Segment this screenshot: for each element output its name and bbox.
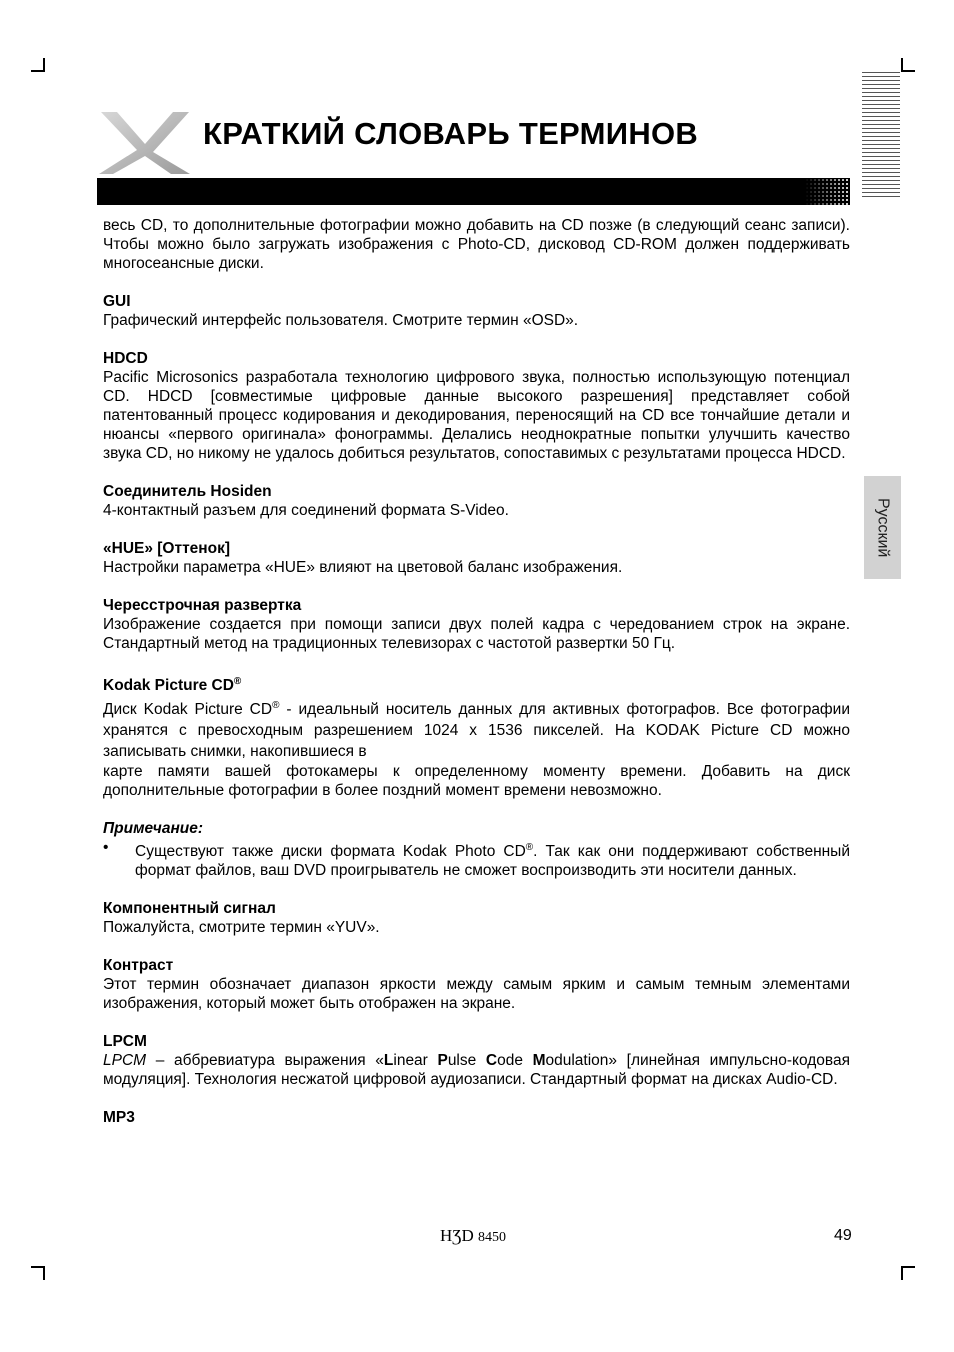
term-mp3: MP3: [103, 1109, 135, 1127]
term-lpcm: LPCM: [103, 1033, 147, 1051]
header-band-halftone: [805, 178, 850, 205]
definition-interlace: Изображение создается при помощи записи двух полей кадра с чередованием строк на экране. Стандартный метод на традиционных телевизорах с частотой развертки 50 Гц.: [103, 616, 850, 652]
note-bullet-item: [103, 838, 850, 880]
crop-mark-bottom-right: [901, 1266, 903, 1280]
crop-mark-bottom-left: [43, 1266, 45, 1280]
definition-kodak: Диск Kodak Picture CD® - идеальный носитель данных для активных фотографов. Все фотографии хранятся с превосходным разрешением 1024 x 1536 пикселей. На KODAK Picture CD можно записывать снимки, накопившиеся в: [103, 700, 851, 761]
definition-component: Пожалуйста, смотрите термин «YUV».: [103, 919, 380, 937]
crop-mark-bottom-right: [901, 1266, 915, 1268]
term-hosiden: Соединитель Hosiden: [103, 483, 272, 500]
registered-mark: ®: [525, 842, 534, 854]
decorative-stripes: [862, 72, 900, 198]
crop-mark-top-right: [901, 70, 915, 72]
crop-mark-top-left: [31, 70, 45, 72]
term-contrast: Контраст: [103, 957, 174, 975]
definition-kodak-cont: карте памяти вашей фотокамеры к определенному моменту времени. Добавить на диск дополнительные фотографии в более поздний момент времени невозможно.: [103, 763, 850, 800]
registered-mark: ®: [233, 676, 242, 687]
term-component: Компонентный сигнал: [103, 900, 276, 918]
term-gui: GUI: [103, 293, 131, 310]
intro-paragraph: весь CD, то дополнительные фотографии можно добавить на CD позже (в следующий сеанс записи). Чтобы можно было загружать изображения с Photo-CD, дисковод CD-ROM должен поддерживать многосеансные диски.: [103, 217, 850, 272]
brand-x-logo: [95, 108, 195, 178]
term-kodak-text: Kodak Picture CD: [103, 677, 234, 695]
note-text: Существуют также диски формата Kodak Photo CD®. Так как они поддерживают собственный формат файлов, ваш DVD проигрыватель не сможет воспроизводить эти носители данных.: [135, 842, 850, 880]
page-title: КРАТКИЙ СЛОВАРЬ ТЕРМИНОВ: [203, 116, 699, 151]
term-kodak: [103, 672, 850, 695]
definition-hosiden: 4-контактный разъем для соединений формата S-Video.: [103, 502, 509, 519]
footer-model-name: HƷD 8450: [440, 1226, 506, 1245]
term-hue: «HUE» [Оттенок]: [103, 540, 231, 557]
bullet-icon: •: [103, 839, 109, 857]
registered-mark: ®: [272, 700, 280, 712]
header-band: [97, 178, 850, 205]
language-tab: [864, 476, 901, 579]
definition-lpcm: LPCM – аббревиатура выражения «Linear Pulse Code Modulation» [линейная импульсно-кодовая модуляция]. Технология несжатой цифровой аудиозаписи. Стандартный формат на дисках Audio-CD.: [103, 1052, 850, 1089]
term-interlace: Чересстрочная развертка: [103, 597, 302, 614]
glossary-content: [103, 216, 850, 1127]
definition-hdcd: Pacific Microsonics разработала технологию цифрового звука, полностью использующую потенциал CD. HDCD [совместимые цифровые данные высокого разрешения] представляет собой патентованный процесс кодирования и декодирования, переносящий на CD все тончайшие детали и нюансы «первого оригинала» фонограммы. Делались неоднократные попытки улучшить качество звука CD, но никому не удалось добиться результатов, сопоставимых с результатами процесса HDCD.: [103, 369, 850, 462]
note-label: Примечание:: [103, 820, 204, 838]
definition-gui: Графический интерфейс пользователя. Смотрите термин «OSD».: [103, 312, 579, 329]
definition-hue: Настройки параметра «HUE» влияют на цветовой баланс изображения.: [103, 559, 623, 576]
term-hdcd: HDCD: [103, 350, 148, 367]
language-tab-label: Русский: [874, 497, 892, 558]
page-number: 49: [834, 1227, 852, 1244]
definition-contrast: Этот термин обозначает диапазон яркости между самым ярким и самым темным элементами изображения, который может быть отображен на экране.: [103, 976, 850, 1013]
